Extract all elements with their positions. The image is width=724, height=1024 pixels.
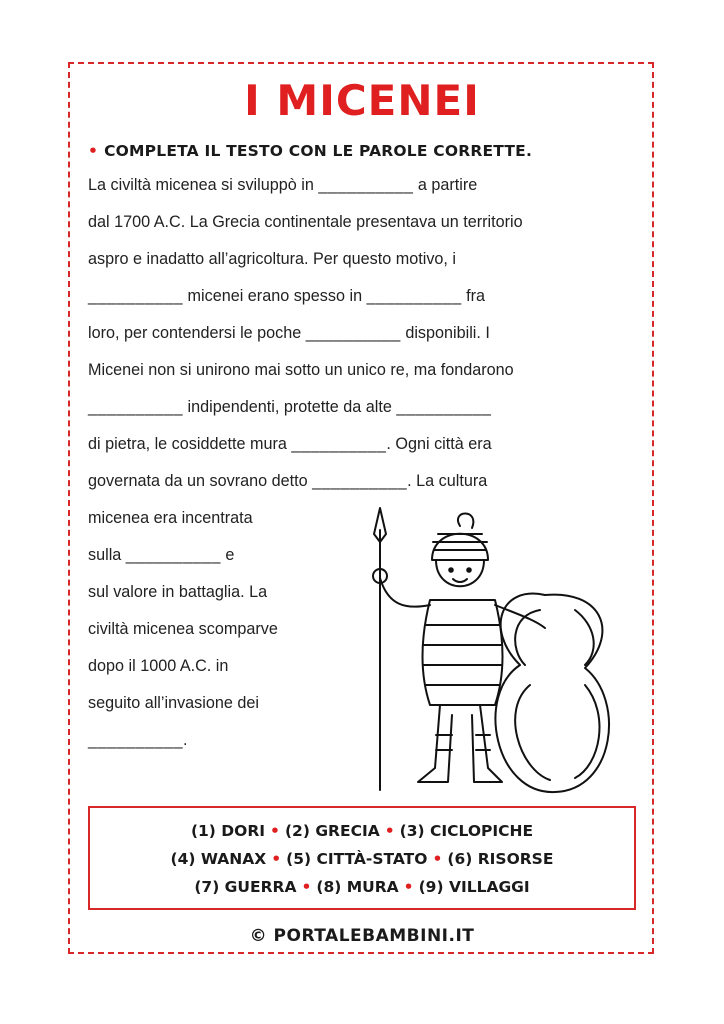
shield-pattern (515, 610, 599, 780)
answer-blank[interactable]: __________ (312, 472, 408, 490)
helmet-bands (433, 534, 487, 550)
word-option: (8) MURA (316, 878, 399, 896)
text-segment: aspro e inadatto all’agricoltura. Per questo motivo, i (88, 250, 457, 268)
word-option: (2) GRECIA (284, 822, 380, 840)
text-segment: civiltà micenea scomparve (88, 620, 278, 638)
word-option: (7) GUERRA (194, 878, 297, 896)
word-option: (4) WANAX (170, 850, 267, 868)
text-segment: micenei erano spesso in (187, 287, 363, 305)
word-option: (5) CITTÀ-STATO (286, 850, 428, 868)
text-segment: seguito all’invasione dei (88, 694, 259, 712)
footer-credit: © PORTALEBAMBINI.IT (249, 926, 475, 946)
text-line-16 (88, 731, 188, 750)
bullet-icon: • (403, 878, 414, 896)
bullet-icon: • (88, 142, 99, 160)
page-title: I MICENEI (244, 76, 480, 125)
bullet-icon: • (271, 850, 282, 868)
greaves (436, 735, 490, 750)
word-option: (6) RISORSE (447, 850, 554, 868)
text-line-1 (88, 176, 477, 195)
word-option: (9) VILLAGGI (418, 878, 530, 896)
word-option: (3) CICLOPICHE (399, 822, 534, 840)
text-segment: e (225, 546, 235, 564)
torso-armor (423, 600, 503, 705)
answer-blank[interactable]: __________ (88, 398, 184, 416)
text-line-3 (88, 250, 456, 269)
word-bank-row-2 (90, 850, 634, 868)
text-segment: fra (466, 287, 486, 305)
text-segment: sulla (88, 546, 122, 564)
helmet-crest (458, 514, 473, 529)
text-line-4 (88, 287, 485, 306)
eye-right (467, 568, 471, 572)
text-line-12 (88, 583, 267, 602)
text-segment: sul valore in battaglia. La (88, 583, 268, 601)
right-leg (472, 705, 502, 782)
answer-blank[interactable]: __________ (291, 435, 387, 453)
text-segment: La civiltà micenea si sviluppò in (88, 176, 314, 194)
text-line-2 (88, 213, 523, 232)
answer-blank[interactable]: __________ (125, 546, 221, 564)
text-segment: a partire (417, 176, 478, 194)
smile (453, 579, 467, 582)
text-segment: . Ogni città era (386, 435, 492, 453)
warrior-illustration (360, 500, 622, 800)
text-segment: dal 1700 A.C. La Grecia continentale presentava un territorio (88, 213, 523, 231)
text-line-15 (88, 694, 259, 713)
instruction (88, 142, 532, 160)
text-segment: di pietra, le cosiddette mura (88, 435, 287, 453)
answer-blank[interactable]: __________ (88, 287, 184, 305)
text-segment: . La cultura (407, 472, 488, 490)
text-segment: loro, per contendersi le poche (88, 324, 302, 342)
bullet-icon: • (432, 850, 443, 868)
text-line-11 (88, 546, 234, 565)
text-segment: micenea era incentrata (88, 509, 253, 527)
text-segment: governata da un sovrano detto (88, 472, 308, 490)
word-bank-row-3 (90, 878, 634, 896)
left-leg (418, 705, 452, 782)
answer-blank[interactable]: __________ (305, 324, 401, 342)
text-line-7 (88, 398, 491, 417)
answer-blank[interactable]: __________ (396, 398, 492, 416)
answer-blank[interactable]: __________ (318, 176, 414, 194)
text-line-5 (88, 324, 490, 343)
text-line-9 (88, 472, 487, 491)
text-segment: dopo il 1000 A.C. in (88, 657, 229, 675)
text-line-10 (88, 509, 253, 528)
helmet (432, 534, 488, 560)
text-line-6 (88, 361, 514, 380)
answer-blank[interactable]: __________ (88, 731, 184, 749)
word-option: (1) DORI (190, 822, 266, 840)
bullet-icon: • (301, 878, 312, 896)
shield (495, 594, 609, 792)
word-bank-row-1 (90, 822, 634, 840)
instruction-text: COMPLETA IL TESTO CON LE PAROLE CORRETTE. (104, 142, 533, 160)
bullet-icon: • (384, 822, 395, 840)
bullet-icon: • (270, 822, 280, 840)
text-line-13 (88, 620, 278, 639)
word-bank (88, 806, 636, 910)
text-line-14 (88, 657, 228, 676)
left-arm (380, 578, 430, 607)
text-segment: disponibili. I (405, 324, 490, 342)
armor-bands (424, 625, 501, 685)
eye-left (449, 568, 453, 572)
text-segment: indipendenti, protette da alte (187, 398, 392, 416)
text-line-8 (88, 435, 492, 454)
answer-blank[interactable]: __________ (366, 287, 462, 305)
text-segment: . (183, 731, 188, 749)
text-segment: Micenei non si unirono mai sotto un unico re, ma fondarono (88, 361, 514, 379)
